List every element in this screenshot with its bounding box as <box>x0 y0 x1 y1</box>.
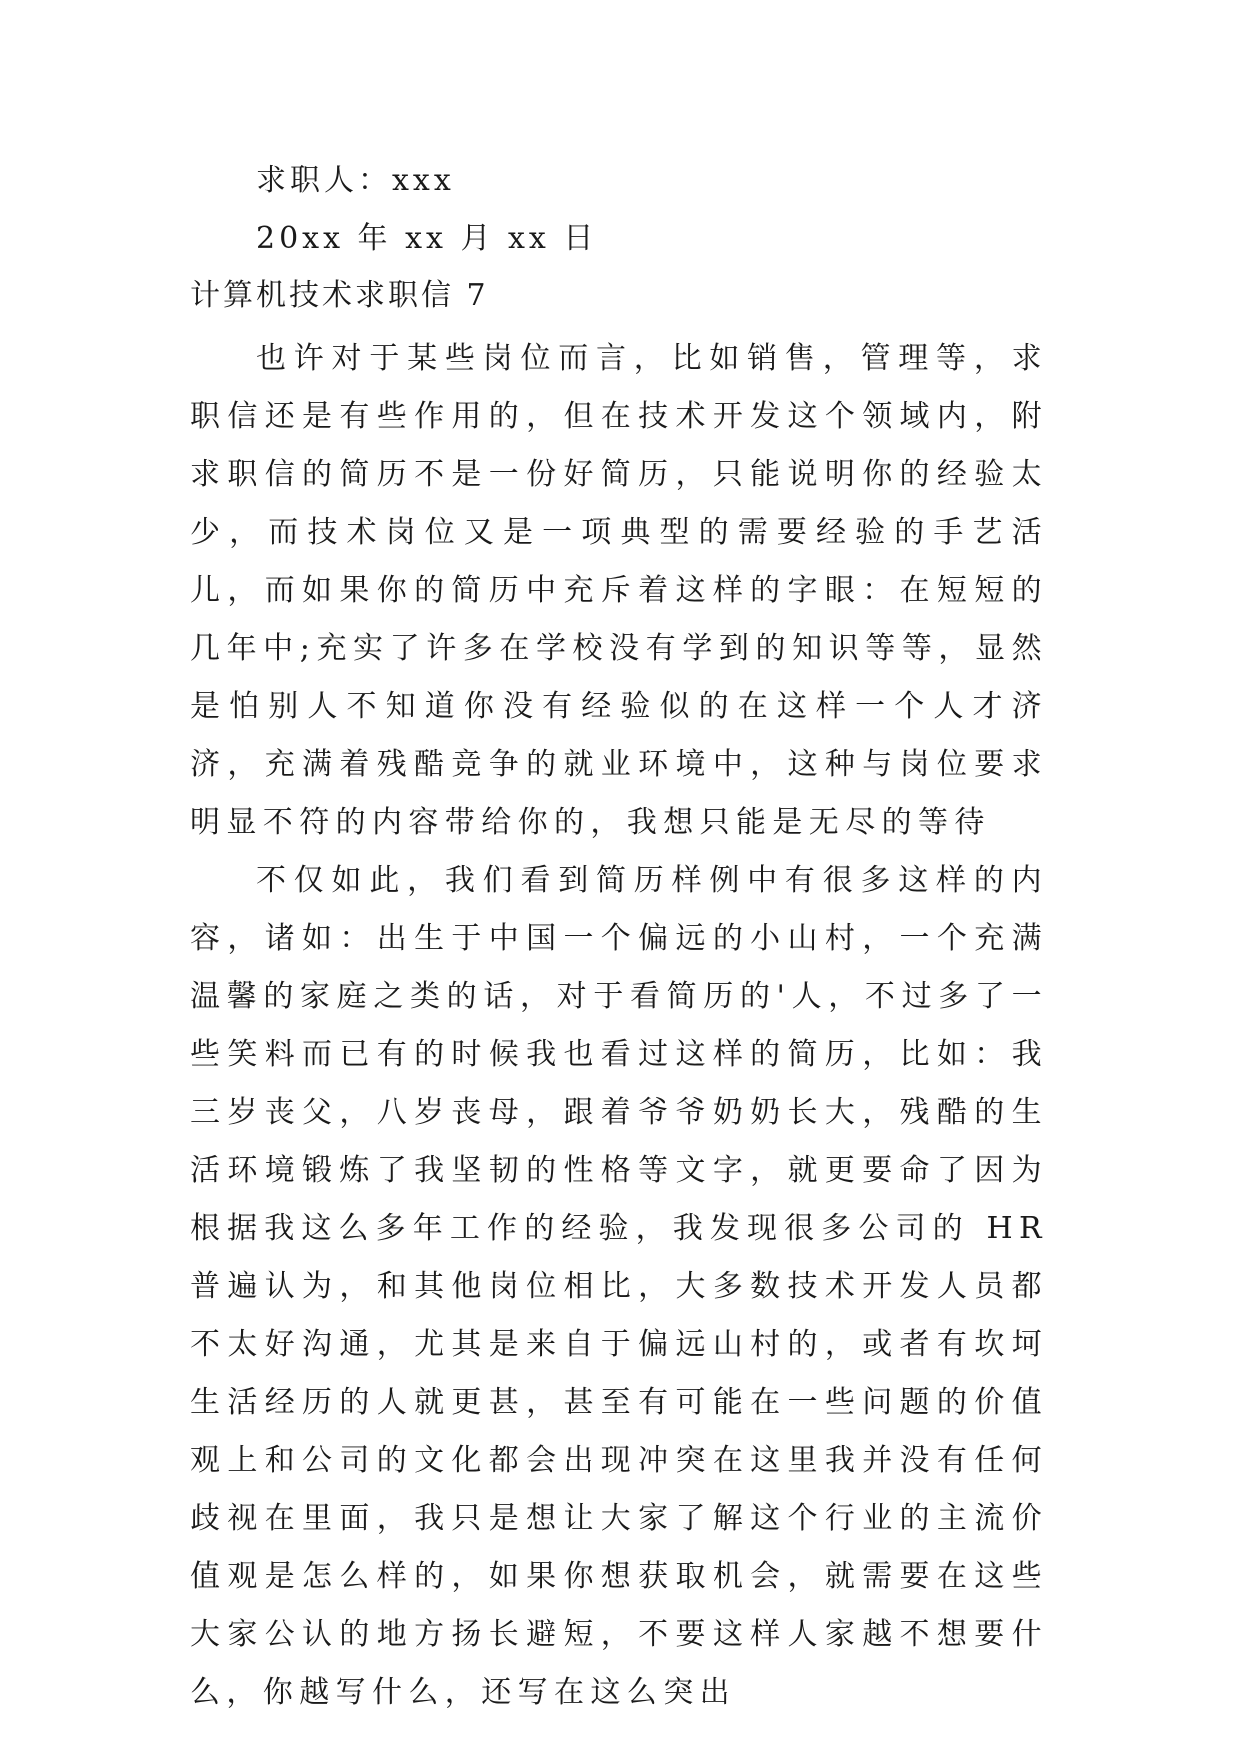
body-paragraph-2: 不仅如此，我们看到简历样例中有很多这样的内容，诸如：出生于中国一个偏远的小山村，一个充满温馨的家庭之类的话，对于看简历的'人，不过多了一些笑料而已有的时候我也看过这样的简历，比如：我三岁丧父，八岁丧母，跟着爷爷奶奶长大，残酷的生活环境锻炼了我坚韧的性格等文字，就更要命了因为根据我这么多年工作的经验，我发现很多公司的 HR 普遍认为，和其他岗位相比，大多数技术开发人员都不太好沟通，尤其是来自于偏远山村的，或者有坎坷生活经历的人就更甚，甚至有可能在一些问题的价值观上和公司的文化都会出现冲突在这里我并没有任何歧视在里面，我只是想让大家了解这个行业的主流价值观是怎么样的，如果你想获取机会，就需要在这些大家公认的地方扬长避短，不要这样人家越不想要什么，你越写什么，还写在这么突出 <box>190 863 1048 1710</box>
body-paragraph-1: 也许对于某些岗位而言，比如销售，管理等，求职信还是有些作用的，但在技术开发这个领域内，附求职信的简历不是一份好简历，只能说明你的经验太少，而技术岗位又是一项典型的需要经验的手艺活儿，而如果你的简历中充斥着这样的字眼：在短短的几年中;充实了许多在学校没有学到的知识等等，显然是怕别人不知道你没有经验似的在这样一个人才济济，充满着残酷竞争的就业环境中，这种与岗位要求明显不符的内容带给你的，我想只能是无尽的等待 <box>190 341 1048 840</box>
letter-body <box>190 330 1048 1722</box>
applicant-signature: 求职人：xxx <box>256 163 455 198</box>
section-title: 计算机技术求职信 7 <box>190 278 489 313</box>
letter-date: 20xx 年 xx 月 xx 日 <box>256 221 598 256</box>
document-content <box>190 152 1048 1722</box>
